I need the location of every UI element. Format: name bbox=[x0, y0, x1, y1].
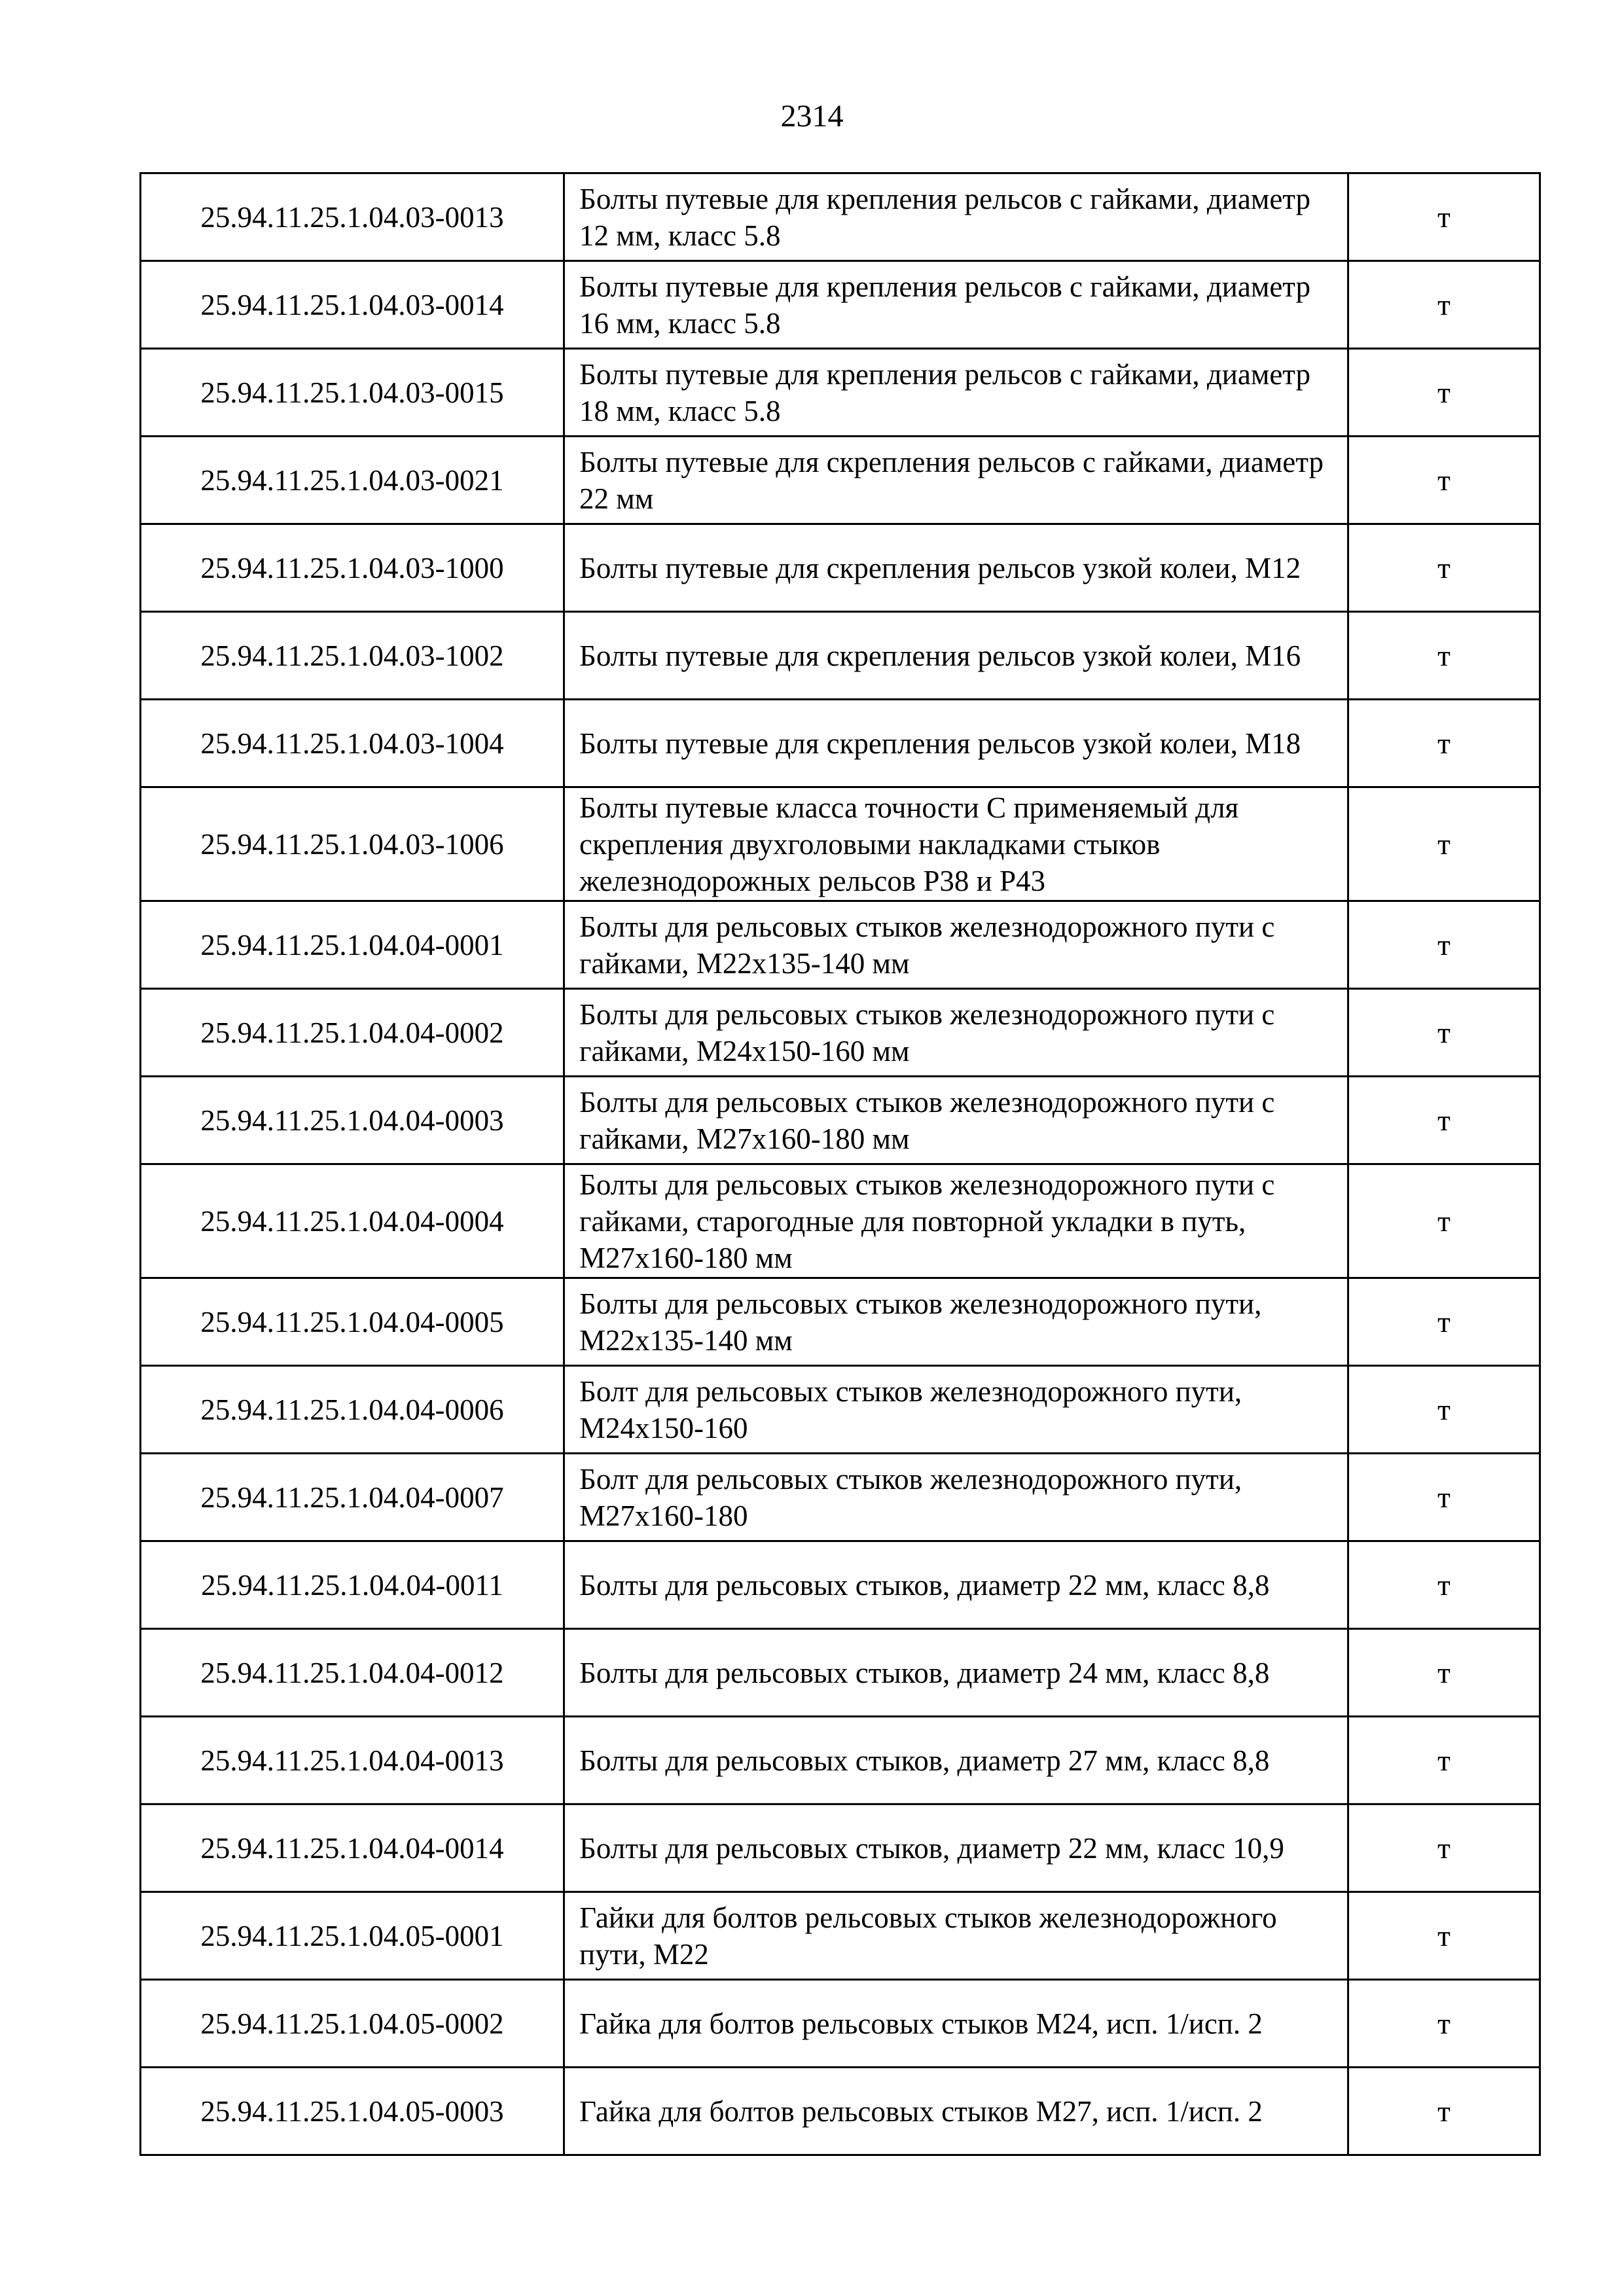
table-row bbox=[141, 901, 1540, 989]
resource-description-cell: Болты для рельсовых стыков, диаметр 22 мм, класс 10,9 bbox=[564, 1804, 1348, 1892]
resource-code-cell: 25.94.11.25.1.04.04-0001 bbox=[141, 901, 564, 989]
table-row bbox=[141, 173, 1540, 261]
unit-cell: т bbox=[1348, 1629, 1540, 1717]
resource-code-cell: 25.94.11.25.1.04.04-0003 bbox=[141, 1077, 564, 1164]
table-row bbox=[141, 261, 1540, 349]
resource-code-cell: 25.94.11.25.1.04.04-0011 bbox=[141, 1541, 564, 1629]
resource-description-cell: Болты для рельсовых стыков железнодорожного пути с гайками, М27х160-180 мм bbox=[564, 1077, 1348, 1164]
table-row bbox=[141, 700, 1540, 787]
resource-code-cell: 25.94.11.25.1.04.03-1006 bbox=[141, 787, 564, 901]
resource-code-cell: 25.94.11.25.1.04.04-0014 bbox=[141, 1804, 564, 1892]
table-row bbox=[141, 1629, 1540, 1717]
resource-description-cell: Болты для рельсовых стыков, диаметр 22 мм, класс 8,8 bbox=[564, 1541, 1348, 1629]
resource-code-cell: 25.94.11.25.1.04.04-0005 bbox=[141, 1278, 564, 1366]
resource-code-cell: 25.94.11.25.1.04.05-0003 bbox=[141, 2068, 564, 2155]
resource-code-cell: 25.94.11.25.1.04.04-0004 bbox=[141, 1164, 564, 1278]
resource-description-cell: Болты путевые класса точности С применяемый для скрепления двухголовыми накладками стыков железнодорожных рельсов Р38 и Р43 bbox=[564, 787, 1348, 901]
table-row bbox=[141, 612, 1540, 700]
resource-code-cell: 25.94.11.25.1.04.03-1004 bbox=[141, 700, 564, 787]
table-row bbox=[141, 1892, 1540, 1980]
resource-description-cell: Болты путевые для крепления рельсов с гайками, диаметр 12 мм, класс 5.8 bbox=[564, 173, 1348, 261]
resource-description-cell: Болты для рельсовых стыков железнодорожного пути, М22х135-140 мм bbox=[564, 1278, 1348, 1366]
table-row bbox=[141, 1980, 1540, 2068]
resource-description-cell: Болты путевые для скрепления рельсов узкой колеи, М12 bbox=[564, 524, 1348, 612]
unit-cell: т bbox=[1348, 1892, 1540, 1980]
table-body bbox=[141, 173, 1540, 2155]
unit-cell: т bbox=[1348, 700, 1540, 787]
table-row bbox=[141, 437, 1540, 524]
unit-cell: т bbox=[1348, 901, 1540, 989]
table-row bbox=[141, 989, 1540, 1077]
unit-cell: т bbox=[1348, 989, 1540, 1077]
table-row bbox=[141, 2068, 1540, 2155]
resource-description-cell: Болты для рельсовых стыков, диаметр 24 мм, класс 8,8 bbox=[564, 1629, 1348, 1717]
resource-code-cell: 25.94.11.25.1.04.03-0014 bbox=[141, 261, 564, 349]
unit-cell: т bbox=[1348, 1980, 1540, 2068]
resource-code-cell: 25.94.11.25.1.04.03-0021 bbox=[141, 437, 564, 524]
unit-cell: т bbox=[1348, 261, 1540, 349]
resource-code-cell: 25.94.11.25.1.04.03-1002 bbox=[141, 612, 564, 700]
table-row bbox=[141, 1366, 1540, 1454]
table-row bbox=[141, 349, 1540, 437]
resource-code-cell: 25.94.11.25.1.04.04-0013 bbox=[141, 1717, 564, 1804]
table-row bbox=[141, 1541, 1540, 1629]
resource-code-cell: 25.94.11.25.1.04.04-0012 bbox=[141, 1629, 564, 1717]
table-row bbox=[141, 1077, 1540, 1164]
unit-cell: т bbox=[1348, 1278, 1540, 1366]
table-row bbox=[141, 524, 1540, 612]
resource-description-cell: Гайка для болтов рельсовых стыков М24, исп. 1/исп. 2 bbox=[564, 1980, 1348, 2068]
table-row bbox=[141, 1164, 1540, 1278]
unit-cell: т bbox=[1348, 524, 1540, 612]
unit-cell: т bbox=[1348, 349, 1540, 437]
resource-description-cell: Болты путевые для крепления рельсов с гайками, диаметр 16 мм, класс 5.8 bbox=[564, 261, 1348, 349]
table-row bbox=[141, 1717, 1540, 1804]
resource-table bbox=[139, 172, 1541, 2156]
unit-cell: т bbox=[1348, 2068, 1540, 2155]
resource-code-cell: 25.94.11.25.1.04.03-0015 bbox=[141, 349, 564, 437]
resource-description-cell: Гайка для болтов рельсовых стыков М27, исп. 1/исп. 2 bbox=[564, 2068, 1348, 2155]
resource-code-cell: 25.94.11.25.1.04.03-0013 bbox=[141, 173, 564, 261]
unit-cell: т bbox=[1348, 1717, 1540, 1804]
unit-cell: т bbox=[1348, 437, 1540, 524]
resource-description-cell: Болт для рельсовых стыков железнодорожного пути, М24х150-160 bbox=[564, 1366, 1348, 1454]
table-row bbox=[141, 1804, 1540, 1892]
table-row bbox=[141, 1454, 1540, 1541]
resource-description-cell: Гайки для болтов рельсовых стыков железнодорожного пути, М22 bbox=[564, 1892, 1348, 1980]
unit-cell: т bbox=[1348, 1541, 1540, 1629]
resource-description-cell: Болты путевые для скрепления рельсов узкой колеи, М18 bbox=[564, 700, 1348, 787]
resource-description-cell: Болты для рельсовых стыков железнодорожного пути с гайками, старогодные для повторной укладки в путь, М27х160-180 мм bbox=[564, 1164, 1348, 1278]
unit-cell: т bbox=[1348, 173, 1540, 261]
unit-cell: т bbox=[1348, 787, 1540, 901]
resource-code-cell: 25.94.11.25.1.04.03-1000 bbox=[141, 524, 564, 612]
resource-code-cell: 25.94.11.25.1.04.05-0001 bbox=[141, 1892, 564, 1980]
unit-cell: т bbox=[1348, 1804, 1540, 1892]
resource-code-cell: 25.94.11.25.1.04.05-0002 bbox=[141, 1980, 564, 2068]
resource-code-cell: 25.94.11.25.1.04.04-0002 bbox=[141, 989, 564, 1077]
resource-description-cell: Болты путевые для крепления рельсов с гайками, диаметр 18 мм, класс 5.8 bbox=[564, 349, 1348, 437]
resource-description-cell: Болт для рельсовых стыков железнодорожного пути, М27х160-180 bbox=[564, 1454, 1348, 1541]
unit-cell: т bbox=[1348, 612, 1540, 700]
page-number: 2314 bbox=[780, 99, 844, 134]
table-row bbox=[141, 787, 1540, 901]
unit-cell: т bbox=[1348, 1454, 1540, 1541]
table-row bbox=[141, 1278, 1540, 1366]
resource-code-cell: 25.94.11.25.1.04.04-0006 bbox=[141, 1366, 564, 1454]
resource-description-cell: Болты для рельсовых стыков, диаметр 27 мм, класс 8,8 bbox=[564, 1717, 1348, 1804]
resource-code-cell: 25.94.11.25.1.04.04-0007 bbox=[141, 1454, 564, 1541]
resource-description-cell: Болты для рельсовых стыков железнодорожного пути с гайками, М24х150-160 мм bbox=[564, 989, 1348, 1077]
unit-cell: т bbox=[1348, 1077, 1540, 1164]
resource-description-cell: Болты для рельсовых стыков железнодорожного пути с гайками, М22х135-140 мм bbox=[564, 901, 1348, 989]
unit-cell: т bbox=[1348, 1164, 1540, 1278]
resource-description-cell: Болты путевые для скрепления рельсов с гайками, диаметр 22 мм bbox=[564, 437, 1348, 524]
unit-cell: т bbox=[1348, 1366, 1540, 1454]
resource-description-cell: Болты путевые для скрепления рельсов узкой колеи, М16 bbox=[564, 612, 1348, 700]
